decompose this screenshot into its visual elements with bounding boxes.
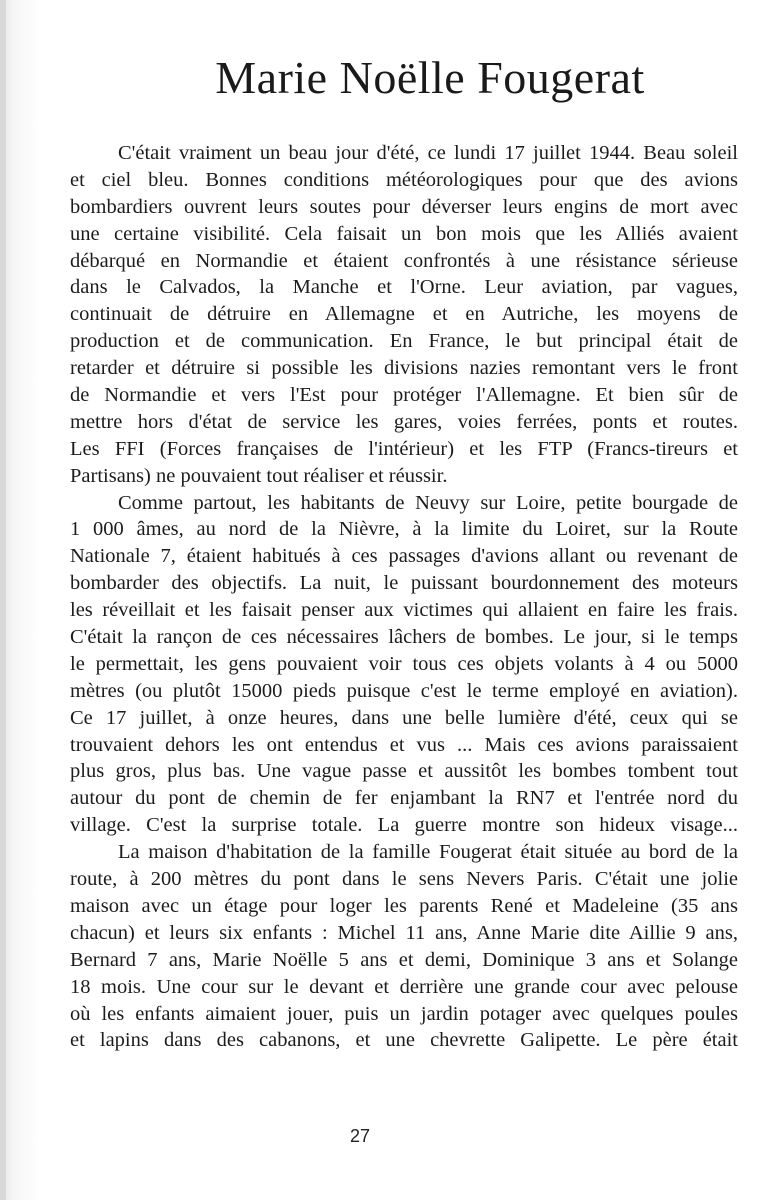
text-line: Bernard 7 ans, Marie Noëlle 5 ans et demi, Dominique 3 ans et Solange bbox=[70, 948, 738, 971]
text-line: de Normandie et vers l'Est pour protéger l'Allemagne. Et bien sûr de bbox=[70, 384, 738, 407]
text-line: Ce 17 juillet, à onze heures, dans une belle lumière d'été, ceux qui se bbox=[70, 706, 738, 729]
text-line: C'était vraiment un beau jour d'été, ce lundi 17 juillet 1944. Beau soleil bbox=[118, 142, 738, 164]
text-line: route, à 200 mètres du pont dans le sens Nevers Paris. C'était une jolie bbox=[70, 868, 738, 891]
text-line: où les enfants aimaient jouer, puis un jardin potager avec quelques poules bbox=[70, 1002, 738, 1025]
text-line: une certaine visibilité. Cela faisait un bon mois que les Alliés avaient bbox=[70, 222, 738, 245]
text-line: C'était la rançon de ces nécessaires lâchers de bombes. Le jour, si le temps bbox=[70, 626, 738, 649]
text-line: continuait de détruire en Allemagne et en Autriche, les moyens de bbox=[70, 303, 738, 326]
text-line: dans le Calvados, la Manche et l'Orne. Leur aviation, par vagues, bbox=[70, 276, 738, 299]
text-line: autour du pont de chemin de fer enjambant la RN7 et l'entrée nord du bbox=[70, 787, 738, 810]
text-line: Comme partout, les habitants de Neuvy sur Loire, petite bourgade de bbox=[118, 491, 738, 514]
text-line: et lapins dans des cabanons, et une chevrette Galipette. Le père était bbox=[70, 1029, 738, 1052]
text-line: le permettait, les gens pouvaient voir tous ces objets volants à 4 ou 5000 bbox=[70, 652, 738, 675]
text-line: mètres (ou plutôt 15000 pieds puisque c'est le terme employé en aviation). bbox=[70, 679, 738, 702]
text-line: 18 mois. Une cour sur le devant et derrière une grande cour avec pelouse bbox=[70, 975, 738, 998]
text-line: chacun) et leurs six enfants : Michel 11 ans, Anne Marie dite Aillie 9 ans, bbox=[70, 921, 738, 944]
text-line: et ciel bleu. Bonnes conditions météorologiques pour que des avions bbox=[70, 168, 738, 191]
text-line: production et de communication. En France, le but principal était de bbox=[70, 330, 738, 353]
text-line: bombardiers ouvrent leurs soutes pour déverser leurs engins de mort avec bbox=[70, 195, 738, 218]
page-number: 27 bbox=[349, 1126, 371, 1146]
text-line: bombarder des objectifs. La nuit, le puissant bourdonnement des moteurs bbox=[70, 572, 738, 595]
chapter-title: Marie Noëlle Fougerat bbox=[215, 52, 645, 103]
text-line: plus gros, plus bas. Une vague passe et aussitôt les bombes tombent tout bbox=[70, 760, 738, 783]
text-line: village. C'est la surprise totale. La guerre montre son hideux visage... bbox=[70, 814, 738, 837]
text-line: Nationale 7, étaient habitués à ces passages d'avions allant ou revenant de bbox=[70, 545, 738, 568]
text-line: 1 000 âmes, au nord de la Nièvre, à la limite du Loiret, sur la Route bbox=[70, 518, 738, 541]
text-line: les réveillait et les faisait penser aux victimes qui allaient en faire les frais. bbox=[70, 599, 738, 622]
text-line: maison avec un étage pour loger les parents René et Madeleine (35 ans bbox=[70, 894, 738, 917]
text-line: retarder et détruire si possible les divisions nazies remontant vers le front bbox=[70, 357, 738, 380]
body-text bbox=[70, 140, 738, 1054]
text-line: débarqué en Normandie et étaient confrontés à une résistance sérieuse bbox=[70, 249, 738, 272]
text-line: trouvaient dehors les ont entendus et vus ... Mais ces avions paraissaient bbox=[70, 733, 738, 756]
page-gutter bbox=[0, 0, 6, 1200]
text-line: mettre hors d'état de service les gares, voies ferrées, ponts et routes. bbox=[70, 410, 738, 433]
text-line: La maison d'habitation de la famille Fougerat était située au bord de la bbox=[118, 841, 738, 864]
text-line: Partisans) ne pouvaient tout réaliser et réussir. bbox=[70, 464, 448, 487]
text-line: Les FFI (Forces françaises de l'intérieur) et les FTP (Francs-tireurs et bbox=[70, 437, 738, 460]
